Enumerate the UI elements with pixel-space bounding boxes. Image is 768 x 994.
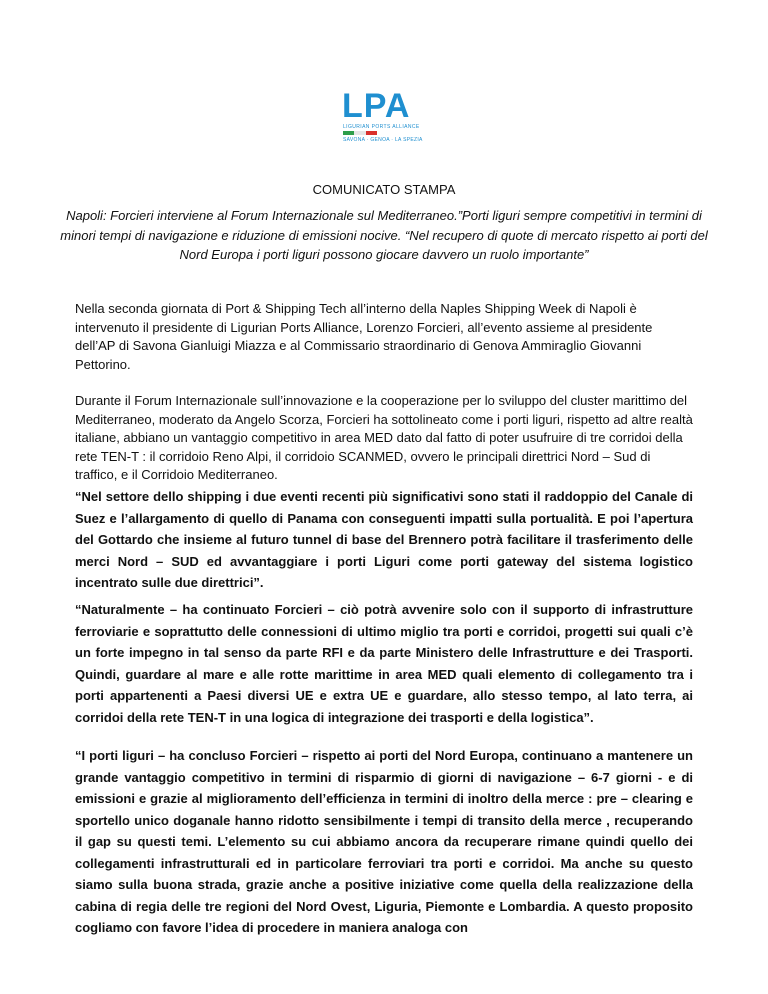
paragraph-1: Nella seconda giornata di Port & Shipping Tech all’interno della Naples Shipping Week di Napoli è intervenuto il presidente di Ligurian Ports Alliance, Lorenzo Forcieri, all’evento assieme al presidente dell’AP di Savona Gianluigi Miazza e al Commissario straordinario di Genova Ammiraglio Giovanni Pettorino.	[75, 301, 653, 372]
logo-letters: LPA	[342, 87, 411, 125]
lpa-logo	[342, 88, 430, 150]
paragraph-2: Durante il Forum Internazionale sull’innovazione e la cooperazione per lo sviluppo del cluster marittimo del Mediterraneo, moderato da Angelo Scorza, Forcieri ha sottolineato come i porti liguri, rispetto ad altre realtà italiane, abbiano un vantaggio competitivo in area MED dato dal fatto di poter usufruire di tre corridoi della rete TEN-T : il corridoio Reno Alpi, il corridoio SCANMED, ovvero le principali direttrici Nord – Sud di traffico, e il Corridoio Mediterraneo.	[75, 393, 693, 482]
paragraph-4-quote: “Naturalmente – ha continuato Forcieri – ciò potrà avvenire solo con il supporto di infrastrutture ferroviarie e soprattutto delle connessioni di ultimo miglio tra porti e corridoi, progetti sui quali c’è un forte impegno in tal senso da parte RFI e da parte Ministero delle Infrastrutture e dei Trasporti. Quindi, guardare al mare e alle rotte marittime in area MED quali elemento di collegamento tra i porti appartenenti a Paesi diversi UE e extra UE e guardare, allo stesso tempo, al lato terra, ai corridoi della rete TEN-T in una logica di integrazione dei trasporti e della logistica”.	[75, 602, 693, 725]
logo-line-1: LIGURIAN PORTS ALLIANCE	[343, 124, 420, 130]
logo-flag-stripe	[343, 131, 377, 135]
logo-line-2: SAVONA · GENOA · LA SPEZIA	[343, 137, 423, 143]
page-title: COMUNICATO STAMPA	[312, 182, 456, 197]
paragraph-3-quote: “Nel settore dello shipping i due eventi recenti più significativi sono stati il raddoppio del Canale di Suez e l’allargamento di quello di Panama con conseguenti impatti sulla portualità. E poi l’apertura del Gottardo che insieme al futuro tunnel di base del Brennero potrà facilitare il trasferimento delle merci Nord – SUD ed avvantaggiare i porti Liguri come porti gateway del sistema logistico incentrato sulle due direttrici”.	[75, 489, 693, 590]
press-release-subtitle: Napoli: Forcieri interviene al Forum Internazionale sul Mediterraneo.”Porti liguri sempre competitivi in termini di minori tempi di navigazione e riduzione di emissioni nocive. “Nel recupero di quote di mercato rispetto ai porti del Nord Europa i porti liguri possono giocare davvero un ruolo importante”	[60, 208, 708, 262]
flag-green	[343, 131, 354, 135]
flag-red	[366, 131, 377, 135]
flag-white	[354, 131, 365, 135]
paragraph-5-quote: “I porti liguri – ha concluso Forcieri – rispetto ai porti del Nord Europa, continuano a mantenere un grande vantaggio competitivo in termini di risparmio di giorni di navigazione – 6-7 giorni - e di emissioni e grazie al miglioramento dell’efficienza in termini di inoltro della merce : pre – clearing e sportello unico doganale hanno ridotto sensibilmente i tempi di transito della merce , recuperando il gap su questi temi. L’elemento su cui abbiamo ancora da recuperare rimane quindi quello dei collegamenti infrastrutturali ed in particolare ferroviari tra porti e corridoi. Ma anche su questo siamo sulla buona strada, grazie anche a positive iniziative come quella della realizzazione della cabina di regia delle tre regioni del Nord Ovest, Liguria, Piemonte e Lombardia. A questo proposito cogliamo con favore l’idea di procedere in maniera analoga con	[75, 748, 693, 935]
